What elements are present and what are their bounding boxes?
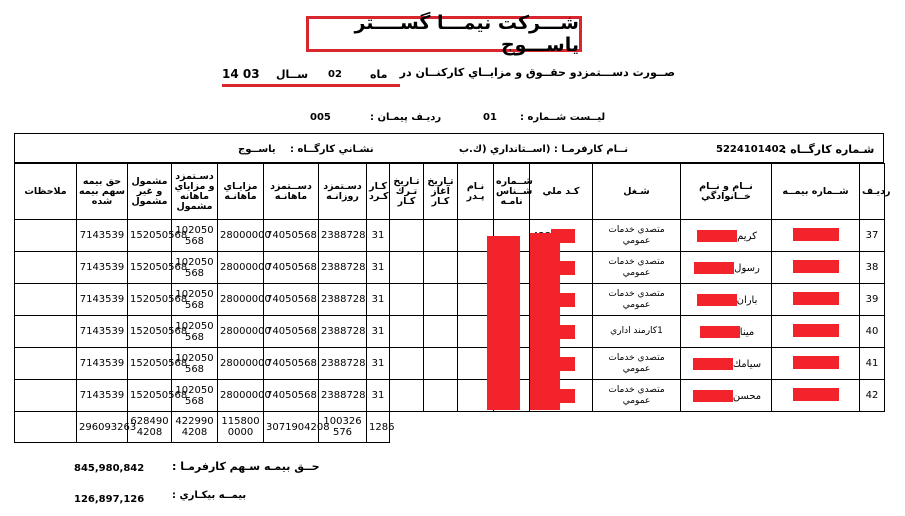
year-label: ســال	[276, 68, 309, 81]
cell-total: 152050568	[128, 348, 172, 380]
col-monthly-benefits: مزايـاي ماهانـه	[218, 164, 264, 220]
cell-notes	[15, 316, 77, 348]
redaction-block	[693, 358, 733, 370]
cell-insurance-number	[772, 348, 860, 380]
col-start-date: تـاريخ آغاز كـار	[424, 164, 458, 220]
table-row	[15, 284, 885, 316]
employer-share-value: 845,980,842	[74, 463, 145, 474]
payroll-table	[14, 163, 891, 443]
total-blank	[390, 412, 885, 443]
cell-job: متصدي خدمات عمومي	[593, 380, 681, 412]
cell-start-date	[424, 348, 458, 380]
workshop-number-value: 5224101402	[716, 144, 786, 155]
cell-days: 31	[367, 284, 390, 316]
cell-notes	[15, 220, 77, 252]
cell-name	[681, 348, 772, 380]
col-national-id: كـد ملي	[530, 164, 593, 220]
col-days: كـار كـرد	[367, 164, 390, 220]
employee-name-text: محسن	[732, 390, 762, 402]
col-insurance-share: حق بيمه سهم بيمه شده	[77, 164, 128, 220]
cell-insurance-number	[772, 316, 860, 348]
redaction-block	[694, 262, 734, 274]
cell-days: 31	[367, 380, 390, 412]
cell-insurance-share: 7143539	[77, 284, 128, 316]
contract-row-label: رديـف پيمـان :	[370, 112, 442, 123]
cell-monthly-wage: 74050568	[264, 220, 319, 252]
table-row	[15, 220, 885, 252]
cell-total: 152050568	[128, 252, 172, 284]
table-row	[15, 252, 885, 284]
workshop-address-value: ياســوج	[238, 144, 276, 155]
redaction-block	[700, 326, 740, 338]
cell-days: 31	[367, 348, 390, 380]
cell-insurance-number	[772, 252, 860, 284]
cell-monthly-benefits: 28000000	[218, 348, 264, 380]
redaction-block	[693, 390, 733, 402]
cell-monthly-benefits: 28000000	[218, 284, 264, 316]
cell-monthly-benefits: 28000000	[218, 220, 264, 252]
cell-days: 31	[367, 220, 390, 252]
redaction-block	[793, 356, 839, 369]
unemployment-value: 126,897,126	[74, 494, 145, 505]
employee-name-text: سيامك	[732, 358, 762, 370]
total-total: 6284904208	[128, 412, 172, 443]
employee-name-text: كريم	[737, 230, 757, 242]
cell-days: 31	[367, 252, 390, 284]
cell-daily-wage: 2388728	[319, 284, 367, 316]
year-value: 14 03	[222, 67, 260, 81]
cell-monthly-benefits: 28000000	[218, 252, 264, 284]
cell-insurance-number	[772, 284, 860, 316]
employer-label: نــام كارفرمـا : (اســتانداري (ك.ب	[458, 144, 628, 155]
cell-daily-wage: 2388728	[319, 348, 367, 380]
list-number-label: ليــست شــماره :	[520, 112, 606, 123]
cell-name	[681, 252, 772, 284]
cell-row: 37	[860, 220, 885, 252]
totals-row	[15, 412, 885, 443]
cell-insurance-number	[772, 380, 860, 412]
total-monthly-wage: 3071904208	[264, 412, 319, 443]
cell-start-date	[424, 220, 458, 252]
redaction-bar	[487, 236, 520, 410]
col-total: مشمول و غير مشمول	[128, 164, 172, 220]
table-header-row	[15, 164, 885, 220]
workshop-number-label: شـماره كارگــاه :	[782, 143, 875, 156]
col-father-name: نـام پـدر	[458, 164, 494, 220]
cell-daily-wage: 2388728	[319, 380, 367, 412]
cell-total: 152050568	[128, 284, 172, 316]
col-end-date: تـاريخ تـرك كـار	[390, 164, 424, 220]
cell-insurance-share: 7143539	[77, 316, 128, 348]
col-daily-wage: دسـتمزد روزانـه	[319, 164, 367, 220]
cell-name	[681, 220, 772, 252]
cell-row: 39	[860, 284, 885, 316]
month-value: 02	[328, 69, 342, 80]
employee-name-text: مينا	[739, 326, 755, 338]
cell-start-date	[424, 316, 458, 348]
col-insurance-number: شــماره بيمــه	[772, 164, 860, 220]
cell-end-date	[390, 252, 424, 284]
cell-insurable: 102050568	[172, 316, 218, 348]
cell-row: 40	[860, 316, 885, 348]
cell-end-date	[390, 284, 424, 316]
cell-start-date	[424, 284, 458, 316]
table-row	[15, 380, 885, 412]
total-insurable: 4229904208	[172, 412, 218, 443]
cell-total: 152050568	[128, 380, 172, 412]
redaction-bar	[530, 233, 560, 410]
cell-job: 1كارمند اداري	[593, 316, 681, 348]
cell-end-date	[390, 220, 424, 252]
cell-insurance-share: 7143539	[77, 220, 128, 252]
cell-monthly-wage: 74050568	[264, 316, 319, 348]
col-job: شـغل	[593, 164, 681, 220]
col-monthly-wage: دســتمزد ماهانـه	[264, 164, 319, 220]
total-daily-wage: 100326576	[319, 412, 367, 443]
table-row	[15, 348, 885, 380]
redaction-block	[793, 388, 839, 401]
cell-notes	[15, 252, 77, 284]
cell-name	[681, 380, 772, 412]
cell-insurable: 102050568	[172, 284, 218, 316]
list-number-value: 01	[483, 112, 497, 123]
redaction-block	[793, 228, 839, 241]
cell-insurance-share: 7143539	[77, 380, 128, 412]
cell-total: 152050568	[128, 220, 172, 252]
cell-start-date	[424, 380, 458, 412]
redaction-block	[697, 294, 737, 306]
col-notes: ملاحظات	[15, 164, 77, 220]
employer-share-label: حــق بيمـه سـهم كارفرمـا :	[172, 460, 320, 473]
cell-monthly-wage: 74050568	[264, 252, 319, 284]
cell-notes	[15, 348, 77, 380]
cell-row: 42	[860, 380, 885, 412]
year-underline	[222, 84, 400, 87]
cell-notes	[15, 380, 77, 412]
total-monthly-benefits: 1158000000	[218, 412, 264, 443]
cell-monthly-benefits: 28000000	[218, 380, 264, 412]
cell-job: متصدي خدمات عمومي	[593, 284, 681, 316]
employee-name-text: باران	[736, 294, 758, 306]
cell-monthly-benefits: 28000000	[218, 316, 264, 348]
redaction-block	[793, 324, 839, 337]
cell-daily-wage: 2388728	[319, 316, 367, 348]
cell-insurable: 102050568	[172, 252, 218, 284]
table-row	[15, 316, 885, 348]
cell-insurable: 102050568	[172, 380, 218, 412]
unemployment-label: بيمــه بيكـاري :	[172, 490, 247, 501]
cell-end-date	[390, 348, 424, 380]
col-id-number: شــماره شــناس نامـه	[494, 164, 530, 220]
cell-insurance-share: 7143539	[77, 348, 128, 380]
cell-monthly-wage: 74050568	[264, 380, 319, 412]
col-name: نــام و نــام خــانوادگي	[681, 164, 772, 220]
col-insurable: دسـتمزد و مزاياي ماهانه مشمول	[172, 164, 218, 220]
cell-job: متصدي خدمات عمومي	[593, 348, 681, 380]
total-insurance-share: 296093263	[77, 412, 128, 443]
cell-job: متصدي خدمات عمومي	[593, 252, 681, 284]
contract-row-value: 005	[310, 112, 331, 123]
cell-monthly-wage: 74050568	[264, 348, 319, 380]
cell-end-date	[390, 380, 424, 412]
cell-name	[681, 284, 772, 316]
employee-name-text: رسول	[734, 262, 760, 274]
company-title: شـــركت نيمـــا گســــتر ياســـوج	[306, 16, 582, 52]
report-subtitle: صــورت دســـتمزدو حقــوق و مزايــاي كاركنــان در	[399, 66, 675, 79]
cell-row: 41	[860, 348, 885, 380]
total-notes	[15, 412, 77, 443]
cell-end-date	[390, 316, 424, 348]
cell-insurable: 102050568	[172, 348, 218, 380]
redaction-block	[793, 292, 839, 305]
cell-start-date	[424, 252, 458, 284]
redaction-block	[793, 260, 839, 273]
cell-monthly-wage: 74050568	[264, 284, 319, 316]
cell-notes	[15, 284, 77, 316]
cell-insurance-share: 7143539	[77, 252, 128, 284]
cell-insurance-number	[772, 220, 860, 252]
total-days: 1286	[367, 412, 390, 443]
cell-insurable: 102050568	[172, 220, 218, 252]
month-label: ماه	[370, 68, 388, 81]
redaction-block	[697, 230, 737, 242]
cell-daily-wage: 2388728	[319, 252, 367, 284]
cell-daily-wage: 2388728	[319, 220, 367, 252]
cell-name	[681, 316, 772, 348]
cell-total: 152050568	[128, 316, 172, 348]
col-row: رديـف	[860, 164, 885, 220]
cell-days: 31	[367, 316, 390, 348]
workshop-address-label: نشـاني كارگــاه :	[290, 144, 374, 155]
cell-job: متصدي خدمات عمومي	[593, 220, 681, 252]
cell-row: 38	[860, 252, 885, 284]
